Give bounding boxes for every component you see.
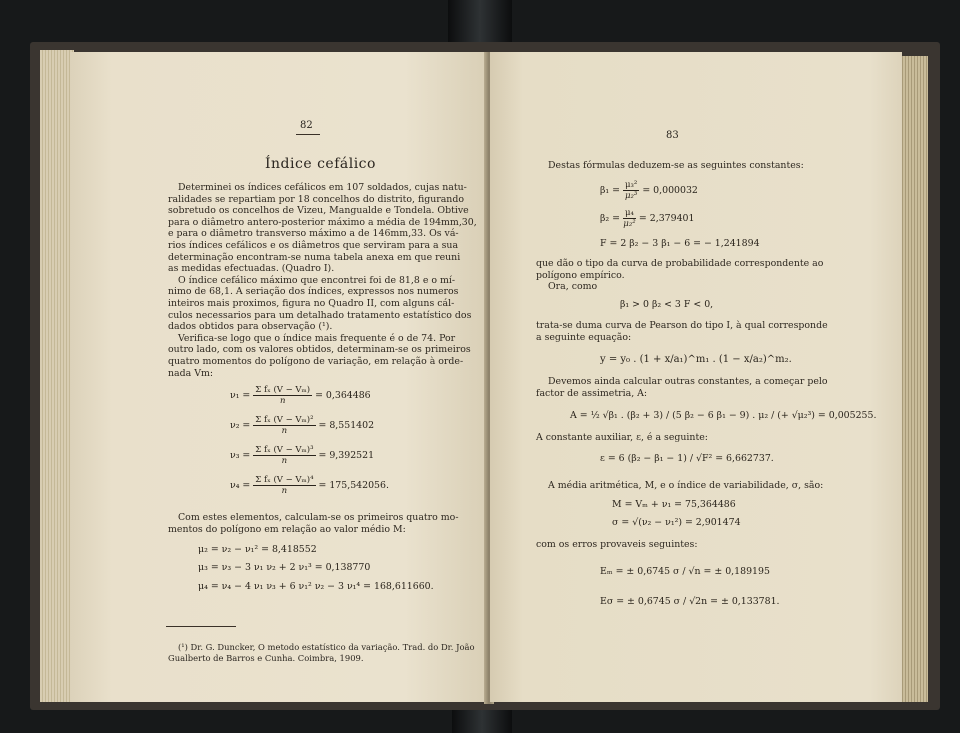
text-line: as medidas efectuadas. (Quadro I). — [168, 263, 335, 275]
beta2-equation — [600, 208, 695, 229]
text-line: culos necessarios para um detalhado tratamento estatístico dos — [168, 309, 472, 321]
F-equation: F = 2 β₂ − 3 β₁ − 6 = − 1,241894 — [600, 238, 760, 249]
eq-rhs: = 0,364486 — [315, 390, 371, 401]
text-line: trata-se duma curva de Pearson do tipo I, à qual corresponde — [536, 320, 828, 331]
text-line: Determinei os índices cefálicos em 107 soldados, cujas natu- — [178, 182, 467, 193]
eq-numerator: Σ fₓ (V − Vₘ)² — [255, 415, 314, 425]
eq-lhs: ν₁ = — [230, 390, 251, 401]
moment-equation-1 — [230, 385, 371, 406]
footnote-rule — [166, 626, 236, 627]
text-line: Destas fórmulas deduzem-se as seguintes constantes: — [548, 160, 804, 171]
eq-rhs: = 0,000032 — [642, 185, 698, 196]
eq-fraction — [623, 208, 636, 229]
eq-fraction — [623, 180, 639, 201]
eq-denominator: n — [281, 456, 288, 466]
text-line: dados obtidos para observação (¹). — [168, 321, 333, 333]
eq-lhs: β₁ = — [600, 185, 621, 196]
text-line: a seguinte equação: — [536, 331, 632, 343]
right-page — [490, 52, 902, 702]
eq-numerator: μ₃² — [625, 180, 638, 190]
moment-equation-4 — [230, 475, 389, 496]
eq-denominator: μ₂³ — [625, 191, 638, 201]
eq-numerator: Σ fₓ (V − Vₘ)³ — [255, 445, 314, 455]
moment-equation-3 — [230, 445, 374, 466]
text-line: mentos do polígono em relação ao valor médio M: — [168, 523, 406, 535]
text-line: inteiros mais proximos, figura no Quadro II, com alguns cál- — [168, 298, 455, 309]
Esigma-equation: Eσ = ± 0,6745 σ / √2n = ± 0,133781. — [600, 596, 780, 607]
eq-lhs: ν₂ = — [230, 420, 251, 431]
left-page-edges — [40, 50, 74, 702]
text-line: para o diâmetro antero-posterior máximo a média de 194mm,30, — [168, 216, 477, 228]
text-line: Ora, como — [548, 281, 598, 293]
eq-rhs: = 2,379401 — [638, 213, 695, 224]
eq-rhs: = 9,392521 — [318, 450, 375, 461]
text-line: O índice cefálico máximo que encontrei foi de 81,8 e o mí- — [178, 274, 456, 286]
eq-rhs: = 8,551402 — [318, 420, 375, 431]
right-page-edges — [900, 56, 928, 702]
text-line: quatro momentos do polígono de variação, em relação à orde- — [168, 356, 464, 367]
eq-fraction — [253, 385, 312, 406]
text-line: A média aritmética, M, e o índice de variabilidade, σ, são: — [548, 480, 824, 491]
left-page — [70, 52, 488, 702]
page-number-rule — [296, 134, 320, 135]
page-number-right: 83 — [666, 130, 679, 141]
mu3-equation: μ₃ = ν₃ − 3 ν₁ ν₂ + 2 ν₁³ = 0,138770 — [198, 562, 371, 573]
epsilon-equation: ε = 6 (β₂ − β₁ − 1) / √F² = 6,662737. — [600, 453, 774, 464]
mu4-equation: μ₄ = ν₄ − 4 ν₁ ν₃ + 6 ν₁² ν₂ − 3 ν₁⁴ = 168,611660. — [198, 581, 434, 592]
eq-denominator: μ₂² — [623, 219, 636, 229]
section-heading: Índice cefálico — [265, 156, 376, 172]
text-line: sobretudo os concelhos de Vizeu, Mangualde e Tondela. Obtive — [168, 205, 469, 217]
footnote-line: (¹) Dr. G. Duncker, O metodo estatístico da variação. Trad. do Dr. João — [178, 642, 475, 652]
EM-equation: Eₘ = ± 0,6745 σ / √n = ± 0,189195 — [600, 566, 770, 577]
text-line: nimo de 68,1. A seriação dos índices, expressos nos numeros — [168, 286, 459, 298]
text-line: Com estes elementos, calculam-se os primeiros quatro mo- — [178, 512, 459, 523]
text-line: factor de assimetria, A: — [536, 387, 648, 399]
text-line: ralidades se repartiam por 18 concelhos do distrito, figurando — [168, 193, 464, 205]
text-line: Verifica-se logo que o índice mais frequente é o de 74. Por — [178, 332, 456, 344]
eq-numerator: μ₄ — [625, 208, 634, 218]
text-line: Devemos ainda calcular outras constantes, a começar pelo — [548, 376, 828, 387]
text-line: outro lado, com os valores obtidos, determinam-se os primeiros — [168, 344, 471, 356]
eq-fraction — [253, 445, 315, 466]
eq-lhs: ν₄ = — [230, 480, 251, 491]
moment-equation-2 — [230, 415, 374, 436]
eq-denominator: n — [279, 396, 286, 406]
eq-fraction — [253, 415, 315, 436]
eq-denominator: n — [281, 486, 288, 496]
text-line: nada Vm: — [168, 367, 214, 379]
page-number-left: 82 — [300, 120, 313, 131]
A-equation: A = ½ √β₁ . (β₂ + 3) / (5 β₂ − 6 β₁ − 9) . μ₂ / (+ √μ₂³) = 0,005255. — [570, 410, 877, 421]
text-line: A constante auxiliar, ε, é a seguinte: — [536, 432, 708, 443]
eq-numerator: Σ fₓ (V − Vₘ)⁴ — [255, 475, 314, 485]
M-equation: M = Vₘ + ν₁ = 75,364486 — [612, 499, 736, 510]
footnote-line: Gualberto de Barros e Cunha. Coimbra, 1909. — [168, 653, 364, 663]
text-line: com os erros provaveis seguintes: — [536, 539, 698, 550]
mu2-equation: μ₂ = ν₂ − ν₁² = 8,418552 — [198, 544, 317, 555]
sigma-equation: σ = √(ν₂ − ν₁²) = 2,901474 — [612, 517, 741, 528]
text-line: que dão o tipo da curva de probabilidade correspondente ao — [536, 258, 824, 269]
conditions-line: β₁ > 0 β₂ < 3 F < 0, — [620, 299, 714, 310]
text-line: determinação encontram-se numa tabela anexa em que reuni — [168, 251, 461, 263]
eq-lhs: ν₃ = — [230, 450, 251, 461]
eq-lhs: β₂ = — [600, 213, 621, 224]
eq-rhs: = 175,542056. — [318, 480, 389, 491]
text-line: e para o diâmetro transverso máximo a de 146mm,33. Os vá- — [168, 228, 459, 240]
eq-numerator: Σ fₓ (V − Vₘ) — [255, 385, 311, 395]
pearson-equation: y = y₀ . (1 + x/a₁)^m₁ . (1 − x/a₂)^m₂. — [600, 354, 792, 365]
eq-denominator: n — [281, 426, 288, 436]
text-line: polígono empírico. — [536, 269, 625, 281]
eq-fraction — [253, 475, 315, 496]
beta1-equation — [600, 180, 698, 201]
text-line: rios índices cefálicos e os diâmetros que serviram para a sua — [168, 240, 459, 251]
